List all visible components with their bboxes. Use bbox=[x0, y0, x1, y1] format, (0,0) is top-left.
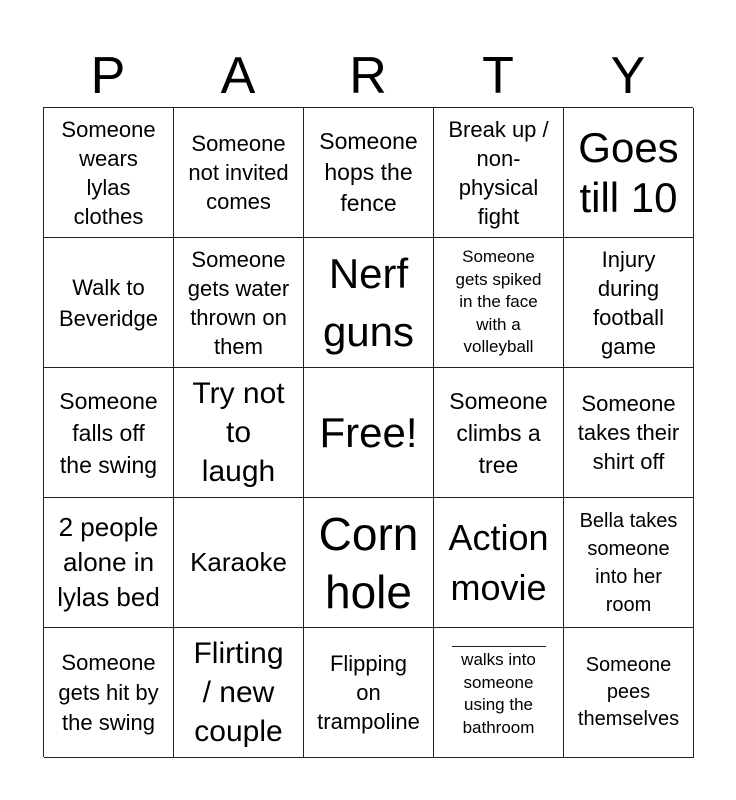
title-letter-p: P bbox=[90, 47, 126, 105]
bingo-cell[interactable] bbox=[434, 498, 564, 628]
bingo-cell[interactable] bbox=[174, 628, 304, 758]
bingo-cell[interactable] bbox=[44, 238, 174, 368]
cell-text: Someone wears lylas clothes bbox=[61, 116, 156, 229]
bingo-cell[interactable] bbox=[304, 238, 434, 368]
cell-text: Break up / non- physical fight bbox=[448, 116, 549, 229]
cell-text: Someone climbs a tree bbox=[449, 387, 548, 478]
bingo-cell[interactable] bbox=[44, 628, 174, 758]
bingo-cell[interactable] bbox=[564, 498, 694, 628]
cell-text: Someone falls off the swing bbox=[59, 387, 158, 478]
bingo-cell[interactable] bbox=[434, 628, 564, 758]
bingo-cell[interactable] bbox=[564, 238, 694, 368]
bingo-cell[interactable] bbox=[174, 368, 304, 498]
bingo-title bbox=[43, 44, 693, 108]
bingo-cell[interactable] bbox=[174, 238, 304, 368]
bingo-cell[interactable] bbox=[564, 628, 694, 758]
title-letter-y: Y bbox=[610, 47, 646, 105]
cell-text: Nerf guns bbox=[322, 249, 415, 355]
cell-text: Try not to laugh bbox=[192, 377, 285, 488]
cell-text: Someone pees themselves bbox=[577, 654, 680, 730]
cell-text: walks into someone using the bathroom bbox=[461, 650, 536, 737]
cell-text: Goes till 10 bbox=[578, 123, 679, 221]
title-letter-r: R bbox=[349, 47, 387, 105]
cell-text: Corn hole bbox=[318, 507, 419, 618]
free-space-cell[interactable] bbox=[304, 368, 434, 498]
cell-text: Someone gets spiked in the face with a volleyball bbox=[455, 247, 542, 357]
bingo-cell[interactable] bbox=[564, 368, 694, 498]
cell-text: Flirting / new couple bbox=[193, 637, 284, 748]
cell-text: Someone not invited comes bbox=[188, 131, 289, 214]
cell-text: Someone takes their shirt off bbox=[577, 391, 680, 474]
bingo-cell[interactable] bbox=[44, 108, 174, 238]
bingo-cell[interactable] bbox=[434, 368, 564, 498]
bingo-cell[interactable] bbox=[174, 498, 304, 628]
cell-text: Someone gets water thrown on them bbox=[187, 246, 290, 359]
cell-text: Walk to Beveridge bbox=[58, 274, 159, 331]
blank-line bbox=[452, 646, 546, 647]
bingo-cell[interactable] bbox=[174, 108, 304, 238]
cell-text: Someone gets hit by the swing bbox=[58, 649, 159, 735]
cell-text: Flipping on trampoline bbox=[317, 651, 420, 734]
bingo-cell[interactable] bbox=[304, 628, 434, 758]
bingo-cell[interactable] bbox=[44, 498, 174, 628]
cell-text: 2 people alone in lylas bed bbox=[57, 512, 160, 612]
cell-text: Action movie bbox=[448, 516, 549, 608]
bingo-cell[interactable] bbox=[44, 368, 174, 498]
bingo-card bbox=[43, 107, 693, 757]
bingo-cell[interactable] bbox=[564, 108, 694, 238]
title-letter-t: T bbox=[482, 47, 514, 105]
bingo-cell[interactable] bbox=[304, 108, 434, 238]
free-space-text: Free! bbox=[319, 408, 418, 456]
cell-text: Injury during football game bbox=[593, 246, 664, 359]
cell-text: Bella takes someone into her room bbox=[579, 509, 678, 616]
bingo-cell[interactable] bbox=[434, 238, 564, 368]
title-letter-a: A bbox=[220, 47, 256, 105]
bingo-cell[interactable] bbox=[304, 498, 434, 628]
cell-text: Someone hops the fence bbox=[319, 128, 418, 216]
bingo-cell[interactable] bbox=[434, 108, 564, 238]
cell-text: Karaoke bbox=[190, 547, 287, 577]
